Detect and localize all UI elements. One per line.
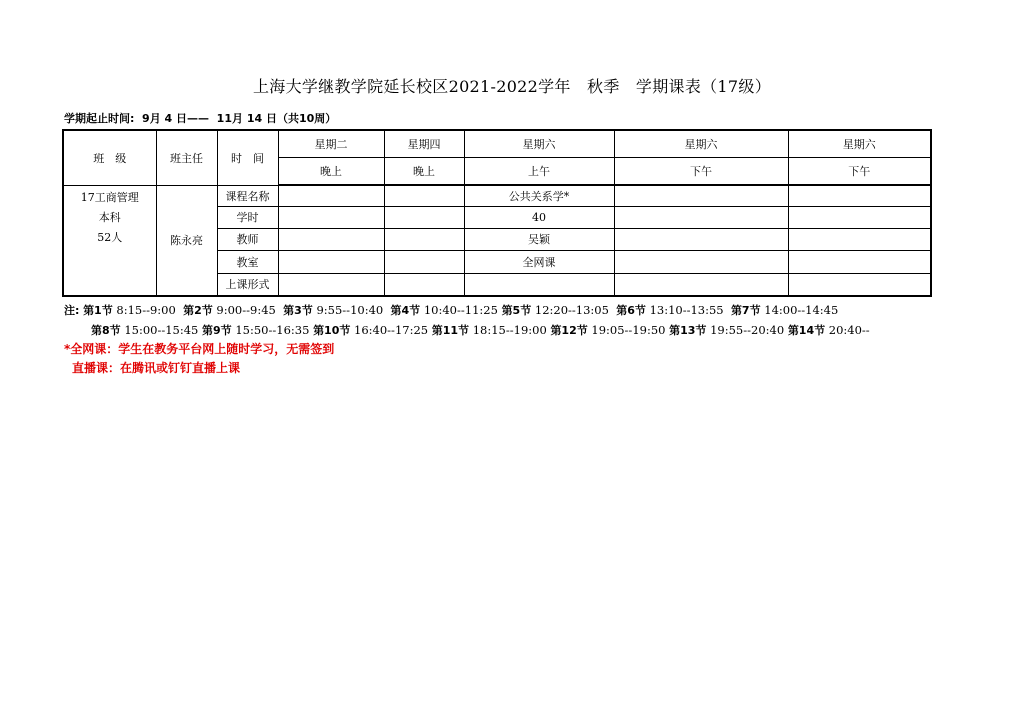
table-cell: 吴颖	[464, 228, 614, 250]
period-label: 第11节	[431, 324, 470, 337]
period-label: 第6节	[616, 304, 646, 317]
table-cell	[384, 206, 464, 228]
period-time: 9:00--9:45	[216, 303, 276, 317]
table-cell	[384, 273, 464, 296]
period-label: 第7节	[730, 304, 761, 317]
table-cell	[278, 228, 384, 250]
table-cell	[278, 273, 384, 296]
table-row	[63, 185, 931, 206]
period-time: 15:00--15:45	[124, 323, 199, 337]
period-time: 10:40--11:25	[423, 303, 498, 317]
table-cell	[384, 228, 464, 250]
period-label: 第1节	[83, 304, 113, 317]
period-time: 12:20--13:05	[534, 303, 609, 317]
row-label: 教室	[217, 250, 278, 273]
table-cell	[788, 273, 931, 296]
row-label: 上课形式	[217, 273, 278, 296]
table-cell	[788, 206, 931, 228]
header-day: 星期二	[278, 130, 384, 157]
period-notes-line-1	[64, 302, 838, 318]
live-course-remark: 直播课：在腾讯或钉钉直播上课	[72, 361, 241, 375]
period-time: 8:15--9:00	[116, 303, 176, 317]
period-time: 9:55--10:40	[316, 303, 384, 317]
period-label: 第13节	[669, 324, 707, 337]
period-label: 第14节	[787, 324, 826, 337]
header-advisor: 班主任	[156, 130, 217, 185]
table-cell: 40	[464, 206, 614, 228]
table-cell	[278, 185, 384, 206]
table-cell	[614, 206, 788, 228]
header-day: 星期四	[384, 130, 464, 157]
period-label: 第5节	[501, 304, 532, 317]
period-label: 第8节	[91, 324, 121, 337]
schedule-table	[62, 129, 932, 297]
period-label: 第2节	[183, 304, 213, 317]
header-period: 下午	[788, 157, 931, 185]
period-time: 16:40--17:25	[354, 323, 429, 337]
table-cell: 全网课	[464, 250, 614, 273]
table-cell	[788, 228, 931, 250]
period-time: 20:40--	[828, 323, 870, 337]
term-dates: 学期起止时间: 9月 4 日—— 11月 14 日（共10周）	[64, 112, 337, 125]
class-name: 17工商管理	[80, 190, 139, 204]
notes-prefix: 注:	[64, 304, 80, 317]
row-label: 课程名称	[217, 185, 278, 206]
table-cell	[278, 250, 384, 273]
row-label: 学时	[217, 206, 278, 228]
class-level: 本科	[98, 210, 121, 224]
table-cell	[614, 250, 788, 273]
period-label: 第3节	[283, 304, 313, 317]
row-label: 教师	[217, 228, 278, 250]
period-label: 第9节	[202, 324, 232, 337]
period-notes-line-2	[91, 322, 870, 338]
online-course-remark: *全网课：学生在教务平台网上随时学习，无需签到	[64, 342, 335, 356]
header-day: 星期六	[614, 130, 788, 157]
table-cell	[788, 185, 931, 206]
header-period: 下午	[614, 157, 788, 185]
table-cell	[278, 206, 384, 228]
header-period: 晚上	[384, 157, 464, 185]
table-cell	[614, 185, 788, 206]
table-cell	[614, 273, 788, 296]
page-title: 上海大学继教学院延长校区2021-2022学年 秋季 学期课表（17级）	[252, 77, 771, 96]
table-cell: 公共关系学*	[464, 185, 614, 206]
period-label: 第10节	[313, 324, 351, 337]
header-class: 班 级	[63, 130, 156, 185]
table-cell	[384, 185, 464, 206]
header-period: 上午	[464, 157, 614, 185]
period-label: 第4节	[390, 304, 421, 317]
header-day: 星期六	[788, 130, 931, 157]
header-time: 时 间	[217, 130, 278, 185]
header-day: 星期六	[464, 130, 614, 157]
advisor-cell: 陈永亮	[156, 185, 217, 296]
period-time: 13:10--13:55	[649, 303, 724, 317]
header-period: 晚上	[278, 157, 384, 185]
period-time: 18:15--19:00	[472, 323, 547, 337]
table-cell	[384, 250, 464, 273]
class-info-cell	[63, 185, 156, 296]
period-time: 15:50--16:35	[235, 323, 310, 337]
table-cell	[788, 250, 931, 273]
table-cell	[614, 228, 788, 250]
period-time: 19:05--19:50	[591, 323, 666, 337]
period-time: 14:00--14:45	[764, 303, 839, 317]
period-label: 第12节	[550, 324, 588, 337]
class-count: 52人	[97, 230, 123, 244]
period-time: 19:55--20:40	[710, 323, 785, 337]
table-cell	[464, 273, 614, 296]
